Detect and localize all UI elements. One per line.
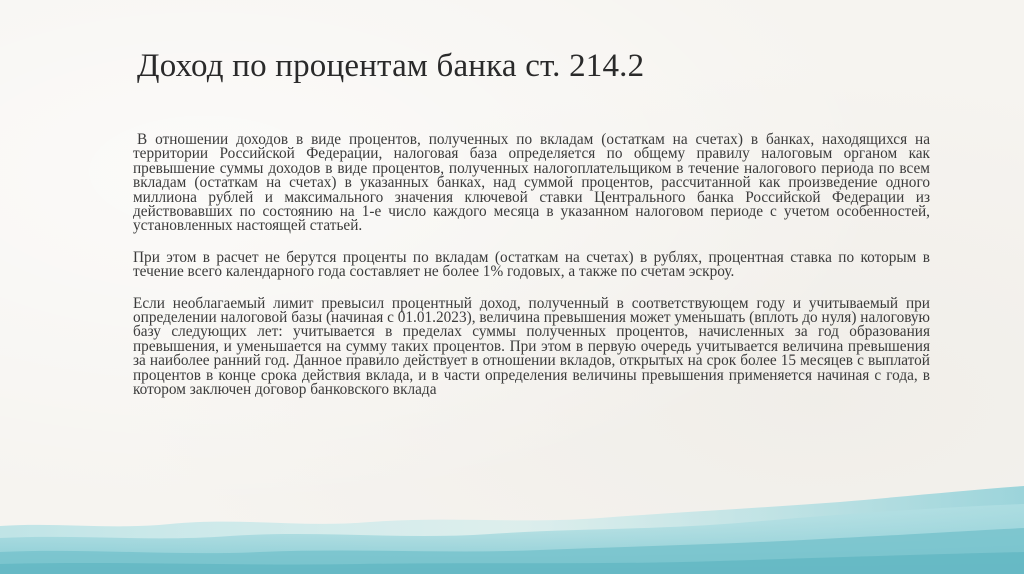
slide-body (133, 133, 930, 415)
watercolor-wave-decoration (0, 464, 1024, 574)
paragraph-1: В отношении доходов в виде процентов, полученных по вкладам (остаткам на счетах) в банках, находящихся на территории Российской Федерации, налоговая база определяется по общему правилу налоговым органом как превышение суммы доходов в виде процентов, полученных налогоплательщиком в течение налогового периода по всем вкладам (остаткам на счетах) в указанных банках, над суммой процентов, рассчитанной как произведение одного миллиона рублей и максимального значения ключевой ставки Центрального банка Российской Федерации из действовавших по состоянию на 1-е число каждого месяца в указанном налоговом периоде с учетом особенностей, установленных настоящей статьей. (133, 131, 930, 235)
paragraph-2: При этом в расчет не берутся проценты по вкладам (остаткам на счетах) в рублях, процентная ставка по которым в течение всего календарного года составляет не более 1% годовых, а также по счетам эскроу. (133, 248, 930, 281)
paragraph-3: Если необлагаемый лимит превысил процентный доход, полученный в соответствующем году и учитываемый при определении налоговой базы (начиная с 01.01.2023), величина превышения может уменьшать (вплоть до нуля) налоговую базу следующих лет: учитывается в пределах суммы полученных процентов, начисленных за год образования превышения, и уменьшается на сумму таких процентов. При этом в первую очередь учитывается величина превышения за наиболее ранний год. Данное правило действует в отношении вкладов, открытых на срок более 15 месяцев с выплатой процентов в конце срока действия вклада, и в части определения величины превышения применяется начиная с года, в котором заключен договор банковского вклада (133, 294, 930, 399)
slide-title: Доход по процентам банка ст. 214.2 (137, 48, 645, 84)
